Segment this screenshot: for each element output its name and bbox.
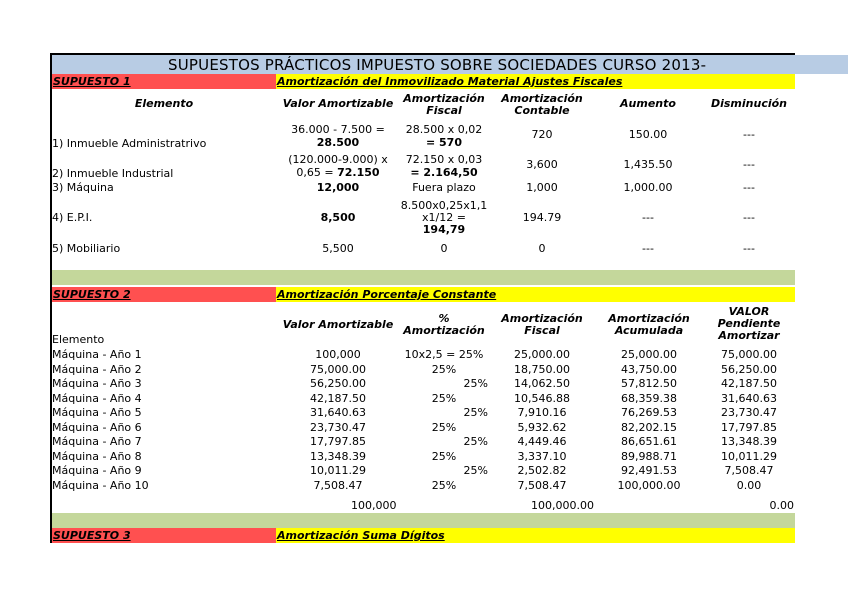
s2-row-elemento: Máquina - Año 5	[52, 406, 142, 419]
s2-row-pct: 25%	[463, 435, 488, 448]
s2-row-elemento: Máquina - Año 3	[52, 377, 142, 390]
s1-header-valor: Valor Amortizable	[282, 97, 394, 110]
s2-row-acumulada: 89,988.71	[621, 450, 677, 463]
s2-row-fiscal: 18,750.00	[514, 363, 570, 376]
s2-row-pendiente: 75,000.00	[721, 348, 777, 361]
s2-row-valor: 100,000	[315, 348, 361, 361]
s2-row-valor: 31,640.63	[310, 406, 366, 419]
s2-header-elemento: Elemento	[52, 333, 105, 346]
s2-row-elemento: Máquina - Año 2	[52, 363, 142, 376]
s2-row-acumulada: 92,491.53	[621, 464, 677, 477]
s1-row1-aumento: 150.00	[628, 128, 668, 141]
s2-row-pct: 25%	[431, 421, 457, 434]
s1-row2-valor-result: 72.150	[337, 166, 380, 179]
s2-row-acumulada: 82,202.15	[621, 421, 677, 434]
s2-row-pct: 25%	[463, 406, 488, 419]
s1-row4-fiscal-line2: x1/12 =	[422, 211, 466, 224]
s1-row5-contable: 0	[538, 242, 546, 255]
s2-row-acumulada: 86,651.61	[621, 435, 677, 448]
s1-row1-valor-line2: 28.500	[316, 136, 360, 149]
s2-row-fiscal: 5,932.62	[517, 421, 567, 434]
s1-header-contable: Amortización Contable	[501, 92, 583, 117]
s1-row2-disminucion: ---	[743, 158, 755, 171]
s2-header-pendiente: VALOR Pendiente Amortizar	[717, 305, 781, 342]
s1-row4-valor: 8,500	[320, 211, 356, 224]
s2-total-fiscal: 100,000.00	[531, 499, 594, 512]
s1-header-elemento: Elemento	[134, 97, 194, 110]
s1-row4-aumento: ---	[642, 211, 654, 224]
s1-row4-elemento: 4) E.P.I.	[52, 211, 93, 224]
s2-row-acumulada: 68,359.38	[621, 392, 677, 405]
s1-header-disminucion: Disminución	[710, 97, 788, 110]
s1-tag: SUPUESTO 1	[53, 75, 131, 88]
s1-row3-contable: 1,000	[526, 181, 558, 194]
s1-row4-disminucion: ---	[743, 211, 755, 224]
s2-row-elemento: Máquina - Año 1	[52, 348, 142, 361]
s1-row1-contable: 720	[531, 128, 553, 141]
s2-row-acumulada: 100,000.00	[617, 479, 681, 492]
s1-name: Amortización del Inmovilizado Material Ajustes Fiscales	[277, 75, 623, 88]
s2-row-pct: 25%	[431, 363, 457, 376]
s2-row-pendiente: 42,187.50	[721, 377, 777, 390]
s1-row4-fiscal-line3: 194,79	[422, 223, 466, 236]
s1-row5-elemento: 5) Mobiliario	[52, 242, 121, 255]
s1-row1-elemento: 1) Inmueble Administratrivo	[52, 137, 207, 150]
s1-row4-contable: 194.79	[522, 211, 562, 224]
s2-row-fiscal: 4,449.46	[517, 435, 567, 448]
s2-header-valor: Valor Amortizable	[282, 318, 394, 331]
s1-row3-disminucion: ---	[743, 181, 755, 194]
s1-row3-elemento: 3) Máquina	[52, 181, 114, 194]
s1-row5-aumento: ---	[642, 242, 654, 255]
separator-green-2	[52, 513, 795, 528]
s2-row-fiscal: 3,337.10	[517, 450, 567, 463]
s2-row-acumulada: 57,812.50	[621, 377, 677, 390]
s1-row5-fiscal: 0	[440, 242, 448, 255]
s2-row-valor: 17,797.85	[310, 435, 366, 448]
sheet-title: SUPUESTOS PRÁCTICOS IMPUESTO SOBRE SOCIEDADES CURSO 2013-	[168, 56, 707, 74]
s2-row-valor: 7,508.47	[313, 479, 363, 492]
s1-row1-fiscal-line1: 28.500 x 0,02	[405, 123, 483, 136]
s1-row2-aumento: 1,435.50	[623, 158, 673, 171]
s2-row-pct: 25%	[431, 479, 457, 492]
s2-row-valor: 13,348.39	[310, 450, 366, 463]
s2-row-pct: 25%	[463, 377, 488, 390]
s2-row-pendiente: 31,640.63	[721, 392, 777, 405]
s2-row-pct: 25%	[463, 464, 488, 477]
s3-name: Amortización Suma Dígitos	[277, 529, 445, 542]
s1-row1-disminucion: ---	[743, 128, 755, 141]
s1-row4-fiscal-line1: 8.500x0,25x1,1	[400, 199, 488, 212]
s2-row-fiscal: 10,546.88	[514, 392, 570, 405]
s2-row-pendiente: 23,730.47	[721, 406, 777, 419]
s2-row-elemento: Máquina - Año 10	[52, 479, 149, 492]
s2-header-pct: % Amortización	[403, 312, 485, 337]
s1-row3-aumento: 1,000.00	[623, 181, 673, 194]
s1-row3-valor: 12,000	[316, 181, 360, 194]
s2-row-elemento: Máquina - Año 7	[52, 435, 142, 448]
s1-header-aumento: Aumento	[620, 97, 676, 110]
s1-row2-elemento: 2) Inmueble Industrial	[52, 167, 174, 180]
s2-header-acumulada: Amortización Acumulada	[608, 312, 690, 337]
s1-row5-valor: 5,500	[322, 242, 354, 255]
s2-row-valor: 10,011.29	[310, 464, 366, 477]
s2-row-valor: 56,250.00	[310, 377, 366, 390]
s2-row-fiscal: 7,910.16	[517, 406, 567, 419]
s1-row2-fiscal-line2: = 2.164,50	[410, 166, 478, 179]
s2-header-fiscal: Amortización Fiscal	[501, 312, 583, 337]
s2-row-fiscal: 14,062.50	[514, 377, 570, 390]
s3-tag: SUPUESTO 3	[53, 529, 131, 542]
s1-row1-valor-line1: 36.000 - 7.500 =	[291, 123, 385, 136]
s2-row-valor: 42,187.50	[310, 392, 366, 405]
separator-green-1	[52, 270, 795, 285]
s2-row-elemento: Máquina - Año 4	[52, 392, 142, 405]
s1-header-fiscal: Amortización Fiscal	[403, 92, 485, 117]
s2-row-pct: 10x2,5 = 25%	[404, 348, 484, 361]
top-border	[50, 53, 795, 55]
s1-row2-valor-line2	[276, 167, 400, 179]
s2-row-pendiente: 13,348.39	[721, 435, 777, 448]
s2-row-elemento: Máquina - Año 8	[52, 450, 142, 463]
s2-row-pendiente: 10,011.29	[721, 450, 777, 463]
s2-row-pendiente: 7,508.47	[724, 464, 774, 477]
s2-row-pct: 25%	[431, 392, 457, 405]
s2-row-elemento: Máquina - Año 6	[52, 421, 142, 434]
s2-row-pendiente: 17,797.85	[721, 421, 777, 434]
s1-row2-valor-line1: (120.000-9.000) x	[288, 153, 388, 166]
s2-row-acumulada: 25,000.00	[621, 348, 677, 361]
s1-row1-fiscal-line2: = 570	[425, 136, 462, 149]
s2-row-fiscal: 2,502.82	[517, 464, 567, 477]
s2-row-valor: 75,000.00	[310, 363, 366, 376]
s2-total-pendiente: 0.00	[769, 499, 794, 512]
s2-row-pct: 25%	[431, 450, 457, 463]
s2-row-pendiente: 56,250.00	[721, 363, 777, 376]
s2-name: Amortización Porcentaje Constante	[277, 288, 497, 301]
s2-row-fiscal: 7,508.47	[517, 479, 567, 492]
s2-row-acumulada: 76,269.53	[621, 406, 677, 419]
s1-row5-disminucion: ---	[743, 242, 755, 255]
s2-row-elemento: Máquina - Año 9	[52, 464, 142, 477]
s2-total-valor: 100,000	[351, 499, 397, 512]
s2-row-acumulada: 43,750.00	[621, 363, 677, 376]
s2-row-pendiente: 0.00	[736, 479, 762, 492]
s2-row-fiscal: 25,000.00	[514, 348, 570, 361]
s1-row2-fiscal-line1: 72.150 x 0,03	[405, 153, 483, 166]
s1-row2-valor-prefix: 0,65 =	[296, 166, 338, 179]
s2-row-valor: 23,730.47	[310, 421, 366, 434]
s1-row3-fiscal: Fuera plazo	[412, 181, 476, 194]
s2-tag: SUPUESTO 2	[53, 288, 131, 301]
s1-row2-contable: 3,600	[526, 158, 558, 171]
